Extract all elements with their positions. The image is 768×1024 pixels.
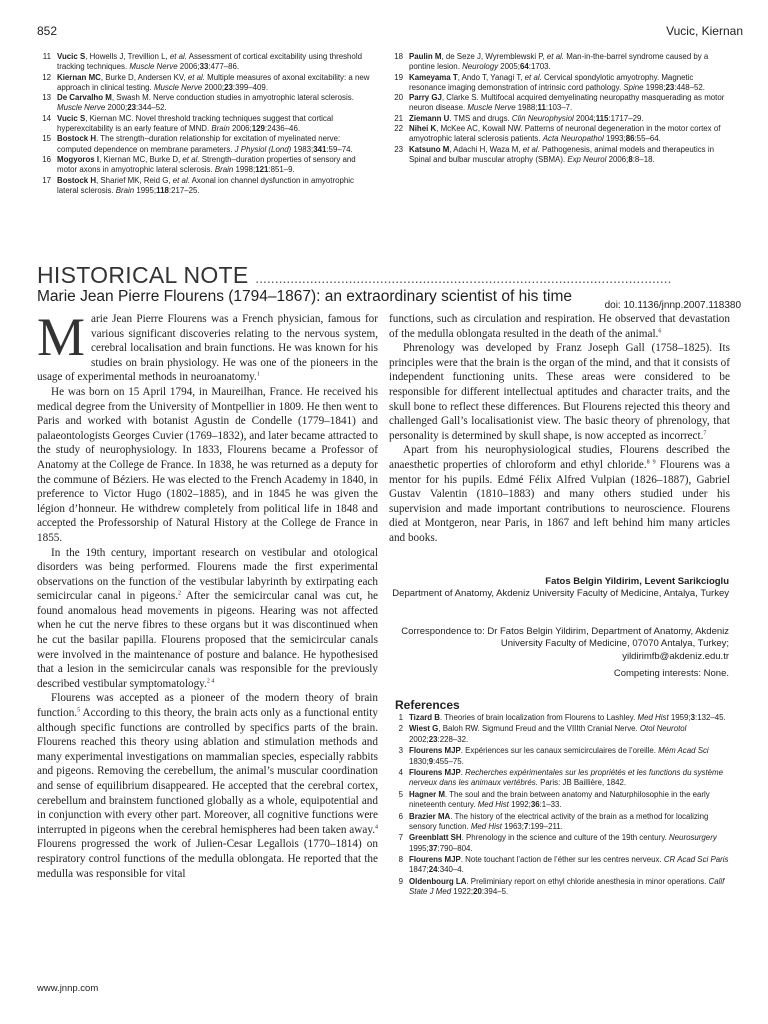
reference-number: 15 — [42, 134, 51, 144]
reference-author: Mogyoros I — [57, 154, 100, 164]
reference-italic: et al. — [524, 72, 542, 82]
reference-journal: Spine — [623, 82, 644, 92]
reference-journal: Neurosurgery — [668, 833, 717, 843]
section-heading-dots: ........................................................................................................... — [255, 270, 672, 286]
reference-number: 4 — [398, 768, 403, 778]
body-paragraph: In the 19th century, important research on vestibular and otological disorders was being performed. Flourens made the first experimental observations on the function of the vestibular labyrinth by extirpating each semicircular canal in pigeons.$^2$ After the semicircular canal was cut, he found anomalous head movements in pigeons. Hearing was not affected when he cut the nerve fibres to these organs but it was discontinued when he cut the basilar papilla. Flourens proposed that the semicircular canals were involved in the maintenance of posture and balance. He hypothesised that a lesion in the semicircular canals was responsible for the previously described vestibular symptomatology.$^{2 4}$ — [37, 546, 378, 690]
author-block — [389, 576, 729, 601]
reference-number: 16 — [42, 154, 51, 164]
reference-pages: :103–7. — [545, 103, 573, 113]
reference-item — [37, 52, 377, 73]
reference-number: 7 — [398, 833, 403, 843]
reference-title: . TMS and drugs. — [449, 113, 512, 123]
reference-text — [57, 73, 377, 94]
reference-text — [409, 746, 729, 767]
section-heading-text: HISTORICAL NOTE — [37, 262, 249, 288]
reference-text — [57, 114, 377, 135]
reference-title: , de Seze J, Wyremblewski P, — [441, 52, 547, 61]
reference-text — [409, 124, 729, 145]
reference-text — [409, 812, 729, 833]
reference-item — [389, 114, 729, 124]
reference-item — [389, 768, 729, 789]
reference-volume: 23 — [428, 734, 438, 744]
reference-italic: et al. — [182, 154, 200, 164]
reference-text — [57, 176, 377, 197]
reference-title: . Theories of brain localization from Flourens to Lashley. — [440, 713, 638, 722]
correspondence-address: Correspondence to: Dr Fatos Belgin Yildirim, Department of Anatomy, Akdeniz University Faculty of Medicine, 07070 Antalya, Turkey; — [401, 626, 729, 650]
reference-year: 1995; — [409, 843, 429, 853]
reference-author: Vucic S — [57, 52, 86, 61]
reference-author: Parry GJ — [409, 93, 442, 103]
reference-volume: 9 — [428, 756, 434, 766]
reference-number: 17 — [42, 175, 51, 185]
reference-volume: 129 — [251, 124, 265, 134]
reference-year: 2005; — [498, 62, 521, 72]
reference-title: . Preliminiary report on ethyl chloride anesthesia in minor operations. — [466, 876, 709, 886]
references-heading: References — [395, 698, 460, 712]
reference-item — [37, 114, 377, 135]
reference-italic: et al. — [546, 52, 565, 61]
body-column-left — [37, 307, 378, 881]
reference-text — [409, 855, 729, 876]
reference-journal: Muscle Nerve — [467, 103, 516, 113]
reference-text — [409, 73, 729, 94]
reference-journal: Mém Acad Sci — [658, 746, 709, 756]
reference-item — [37, 93, 377, 114]
reference-title: , Ando T, Yanagi T, — [457, 72, 525, 82]
reference-title-cont: Pathogenesis, animal models and therapeutics in Spinal and bulbar muscular atrophy (SBMA). — [409, 144, 714, 164]
author-affiliation: Department of Anatomy, Akdeniz University Faculty of Medicine, Antalya, Turkey — [392, 588, 729, 600]
reference-author: Tizard B — [409, 713, 440, 722]
correspondence — [389, 626, 729, 663]
author-names: Fatos Belgin Yildirim, Levent Sarikcioglu — [545, 576, 729, 587]
reference-volume: 23 — [665, 82, 675, 92]
body-paragraph: He was born on 15 April 1794, in Maureilhan, France. He received his medical degree from the University of Montpellier in 1809. He then went to Paris and worked with botanist Agustin de Condelle (1779–1841) and palaeontologists Georges Cuvier (1769–1832), and later became attracted to the study of neurophysiology. In 1833, Flourens became a Professor of Anatomy at the College de France. In 1838, he was returned as a deputy for the commune of Béziers. He was elected to the French Academy in 1840, in preference to Victor Hugo (1802–1885), and in 1845 he was given the légion d’honneur. He withdrew completely from political life in 1848 and accepted the Professorship of Natural History at the College de France in 1855. — [37, 385, 378, 544]
reference-pages: :1–33. — [539, 800, 562, 810]
reference-pages: :199–211. — [528, 821, 563, 831]
reference-number: 14 — [42, 113, 51, 123]
references-list — [389, 713, 729, 899]
reference-item — [37, 155, 377, 176]
reference-pages: :340–4. — [437, 865, 464, 875]
reference-pages: :455–75. — [433, 756, 464, 766]
reference-title: , Kiernan MC. Novel threshold tracking techniques suggest that cortical hyperexcitability is an early feature of MND. — [57, 113, 334, 134]
reference-volume: 20 — [473, 887, 482, 897]
reference-text — [57, 52, 377, 73]
reference-text — [409, 93, 729, 114]
body-paragraph: Apart from his neurophysiological studies, Flourens described the anaesthetic properties of chloroform and ethyl chloride.$^{8 9}$ Flourens was a mentor for his pupils. Edmé Félix Alfred Vulpian (1826–1887), Gabriel Gustav Valentin (1810–1883) and many others studied under his supervision and made important contributions to neuroscience. Flourens died at Montgeron, near Paris, in 1867 and left behind him many articles and books. — [389, 444, 730, 544]
reference-year: 1992; — [508, 800, 531, 810]
reference-journal: Brain — [115, 185, 135, 195]
reference-pages: :132–45. — [695, 713, 726, 722]
reference-year: 1988; — [515, 103, 538, 113]
reference-year: 1983; — [291, 144, 314, 154]
reference-volume: 7 — [523, 821, 529, 831]
reference-pages: :344–52. — [135, 103, 167, 113]
reference-text — [409, 114, 729, 124]
reference-item — [37, 73, 377, 94]
reference-year: 2006; — [177, 62, 200, 72]
reference-item — [389, 124, 729, 145]
reference-title: . Phrenology in the science and culture of the 19th century. — [461, 833, 669, 843]
reference-title: . — [460, 768, 466, 778]
reference-year: 2000; — [105, 103, 128, 113]
reference-pages: :2436–46. — [264, 124, 301, 134]
reference-author: Kiernan MC — [57, 72, 101, 82]
reference-journal: Neurology — [462, 62, 499, 72]
reference-journal: CR Acad Sci Paris — [663, 855, 729, 865]
reference-journal: Otol Neurotol — [639, 724, 687, 734]
reference-author: De Carvalho M — [57, 93, 112, 103]
reference-title: , Baloh RW. Sigmund Freud and the VIIIth Cranial Nerve. — [438, 724, 640, 734]
reference-year: 1922; — [451, 887, 474, 897]
reference-number: 22 — [394, 124, 403, 134]
reference-item — [37, 176, 377, 197]
reference-italic: et al. — [172, 175, 190, 185]
reference-title: , Adachi H, Waza M, — [449, 144, 523, 154]
reference-item — [389, 855, 729, 876]
reference-volume: 23 — [127, 103, 136, 113]
reference-title-cont: Strength–duration properties of sensory and motor axons in amyotrophic lateral sclerosis. — [57, 154, 356, 175]
correspondence-email: yildirimfb@akdeniz.edu.tr — [622, 650, 729, 662]
reference-pages: :1717–29. — [608, 113, 644, 123]
reference-author: Paulin M — [409, 52, 442, 61]
reference-journal: Muscle Nerve — [57, 103, 106, 113]
reference-item — [389, 52, 729, 73]
reference-volume: 115 — [595, 113, 609, 123]
reference-text — [409, 790, 729, 811]
previous-references-left — [37, 52, 377, 196]
reference-year: 1959; — [668, 713, 691, 722]
reference-item — [389, 790, 729, 811]
reference-pages: :228–32. — [437, 734, 469, 744]
reference-journal: Acta Neuropathol — [542, 134, 604, 144]
competing-interests: Competing interests: None. — [613, 668, 729, 679]
reference-number: 9 — [398, 876, 403, 886]
article-doi: doi: 10.1136/jnnp.2007.118380 — [604, 300, 741, 311]
reference-number: 21 — [394, 113, 403, 123]
reference-number: 18 — [394, 52, 403, 61]
reference-author: Greenblatt SH — [409, 833, 462, 843]
reference-text — [409, 833, 729, 854]
reference-text — [409, 877, 729, 898]
reference-volume: 8 — [628, 154, 633, 164]
reference-number: 19 — [394, 72, 403, 82]
reference-year: 1993; — [603, 134, 626, 144]
reference-title-cont: Cervical spondylotic amyotrophy. Magnetic resonance imaging demonstration of intrinsic cord pathology. — [409, 72, 694, 92]
running-head: Vucic, Kiernan — [666, 24, 743, 38]
reference-title: . Expériences sur les canaux semicirculaires de l’oreille. — [460, 746, 659, 756]
reference-journal: J Physiol (Lond) — [234, 144, 292, 154]
reference-volume: 36 — [530, 800, 540, 810]
reference-title-cont: Man-in-the-barrel syndrome caused by a pontine lesion. — [409, 52, 709, 72]
reference-text — [57, 93, 377, 114]
reference-volume: 341 — [313, 144, 327, 154]
reference-text — [57, 134, 377, 155]
reference-author: Bostock H — [57, 175, 97, 185]
reference-number: 23 — [394, 144, 403, 154]
reference-text — [409, 724, 729, 745]
reference-title-cont: Multiple measures of axonal excitability: a new approach in clinical testing. — [57, 72, 370, 92]
reference-author: Kameyama T — [409, 72, 458, 82]
page-number: 852 — [37, 24, 58, 38]
reference-journal: Med Hist — [637, 713, 669, 722]
reference-number: 13 — [42, 93, 51, 103]
reference-journal: Clin Neurophysiol — [511, 113, 574, 123]
previous-references-right — [389, 52, 729, 165]
reference-italic: et al. — [522, 144, 540, 154]
drop-cap: M — [37, 307, 86, 367]
reference-title-cont: Axonal ion channel dysfunction in amyotrophic lateral sclerosis. — [57, 175, 354, 195]
reference-author: Flourens MJP — [409, 746, 461, 756]
reference-text — [409, 52, 729, 73]
reference-volume: 3 — [690, 713, 695, 722]
reference-year: 1995; — [134, 185, 157, 195]
reference-item — [389, 833, 729, 854]
reference-author: Oldenbourg LA — [409, 876, 467, 886]
reference-author: Bostock H — [57, 134, 97, 144]
reference-author: Katsuno M — [409, 144, 450, 154]
reference-journal: Calif State J Med — [409, 876, 725, 897]
body-column-right — [389, 312, 730, 546]
footer-url: www.jnnp.com — [37, 983, 99, 994]
reference-item — [389, 145, 729, 166]
reference-author: Ziemann U — [409, 113, 450, 123]
reference-title: , Kiernan MC, Burke D, — [99, 154, 183, 164]
reference-pages: :448–52. — [674, 82, 705, 92]
body-paragraph: Marie Jean Pierre Flourens was a French physician, famous for various significant discoveries relating to the nervous system, cerebral localisation and brain functions. He was known for his studies on brain physiology. He was one of the pioneers in the usage of experimental methods in neuroanatomy.$^1$ — [37, 307, 378, 384]
reference-pages: :59–74. — [326, 144, 353, 154]
reference-year: 1998; — [233, 165, 256, 175]
reference-year: 2006; — [606, 154, 629, 164]
reference-author: Wiest G — [409, 724, 439, 734]
reference-author: Nihei K — [409, 124, 437, 134]
reference-italic: et al. — [169, 52, 187, 61]
reference-item — [37, 134, 377, 155]
reference-author: Hagner M — [409, 789, 445, 799]
reference-volume: 11 — [537, 103, 546, 113]
reference-journal: Med Hist — [477, 800, 509, 810]
reference-text — [409, 768, 729, 789]
reference-title: , Sharief MK, Reid G, — [96, 175, 173, 185]
reference-author: Flourens MJP — [409, 768, 461, 778]
reference-title: , Burke D, Andersen KV, — [100, 72, 188, 82]
reference-author: Flourens MJP — [409, 855, 461, 865]
reference-number: 5 — [398, 789, 403, 799]
reference-pages: :477–86. — [208, 62, 240, 72]
reference-journal: Muscle Nerve — [153, 82, 203, 92]
section-heading — [37, 262, 742, 289]
reference-author: Brazier MA — [409, 811, 451, 821]
reference-journal: Exp Neurol — [567, 154, 607, 164]
reference-volume: 86 — [625, 134, 635, 144]
reference-volume: 33 — [199, 62, 209, 72]
reference-journal: Muscle Nerve — [129, 62, 178, 72]
reference-title: , McKee AC, Kowall NW. Patterns of neuronal degeneration in the motor cortex of amyotrophic lateral sclerosis patients. — [409, 124, 721, 144]
reference-journal: Med Hist — [470, 821, 502, 831]
reference-year: 2000; — [202, 82, 225, 92]
reference-number: 2 — [398, 724, 403, 734]
reference-title: , Howells J, Trevillion L, — [85, 52, 170, 61]
reference-title-cont: Paris: JB Baillière, 1842. — [537, 778, 627, 788]
reference-title: . The soul and the brain between anatomy and Naturphilosophie in the early nineteenth century. — [409, 789, 710, 810]
reference-title: . The history of the electrical activity of the brain as a method for localizing sensory function. — [409, 811, 709, 831]
reference-pages: :790–804. — [437, 843, 473, 853]
reference-year: 2006; — [229, 124, 252, 134]
reference-pages: :217–25. — [168, 185, 200, 195]
reference-number: 12 — [42, 72, 51, 82]
reference-number: 11 — [42, 52, 51, 61]
reference-italic: et al. — [187, 72, 205, 82]
reference-title: . The strength–duration relationship for excitation of myelinated nerve: computed dependence on membrane parameters. — [57, 134, 341, 154]
reference-pages: :399–409. — [232, 82, 269, 92]
reference-text — [409, 145, 729, 166]
body-paragraph: functions, such as circulation and respiration. He observed that devastation of the medulla oblongata resulted in the death of the animal.$^6$ — [389, 313, 730, 340]
reference-pages: :394–5. — [481, 887, 509, 897]
reference-year: 1998; — [643, 82, 666, 92]
reference-pages: :8–18. — [632, 154, 655, 164]
reference-title: . Note touchant l’action de l’éther sur les centres nerveux. — [460, 855, 664, 865]
reference-year: 1830; — [409, 756, 429, 766]
reference-item — [389, 877, 729, 898]
body-paragraph: Flourens was accepted as a pioneer of the modern theory of brain function.$^5$ According to this theory, the brain acts only as a functional entity although specific functions are controlled by specifics parts of the brain. Flourens reached this theory using ablation and stimulation methods and many experimental investigations on mammalian species, especially rabbits and pigeons. Removing the cerebellum, the animal’s muscular coordination and sense of equilibrium disappeared. He accepted that the cerebral cortex, cerebellum and brainstem functioned globally as a whole, equipotential and in conjunction with every other part. Moreover, all cognitive functions were interrupted in pigeons when the cerebral hemispheres had been taken away.$^4$ Flourens progressed the work of Julien-Cesar Legallois (1770–1814) on respiratory control functions of the medulla oblongata. He reported that the medulla was responsible for vital — [37, 692, 378, 880]
reference-item — [389, 746, 729, 767]
reference-item — [389, 812, 729, 833]
reference-volume: 118 — [156, 185, 169, 195]
reference-volume: 24 — [428, 865, 438, 875]
reference-title-cont: Assessment of cortical excitability using threshold tracking techniques. — [57, 52, 362, 72]
reference-italic: Recherches expérimentales sur les propriétés et les functions du système nerveux dans les animaux vertébrés. — [409, 768, 724, 788]
reference-title: , Swash M. Nerve conduction studies in amyotrophic lateral sclerosis. — [111, 93, 354, 103]
reference-pages: :55–64. — [634, 134, 661, 144]
reference-year: 2004; — [573, 113, 596, 123]
reference-title: , Clarke S. Multifocal acquired demyelinating neuropathy masquerading as motor neuron disease. — [409, 93, 725, 113]
reference-year: 1963; — [501, 821, 524, 831]
reference-number: 3 — [398, 746, 403, 756]
reference-number: 8 — [398, 855, 403, 865]
reference-number: 1 — [398, 713, 403, 722]
reference-item — [389, 724, 729, 745]
reference-item — [389, 713, 729, 723]
reference-volume: 121 — [255, 165, 269, 175]
reference-pages: :1703. — [528, 62, 551, 72]
body-paragraph: Phrenology was developed by Franz Joseph Gall (1758–1825). Its principles were that the brain is the organ of the mind, and that it consists of independent functioning units. These areas were considered to be responsible for different intellectual aptitudes and character traits, and the skull bone to reflect these differences. But Flourens rejected this theory and challenged Gall’s localisationist view. The basic theory of phrenology, that personality is determined by skull shape, is now accepted as incorrect.$^7$ — [389, 342, 730, 442]
reference-volume: 23 — [224, 82, 233, 92]
reference-year: 1847; — [409, 865, 429, 875]
reference-journal: Brain — [214, 165, 234, 175]
reference-volume: 37 — [428, 843, 438, 853]
reference-author: Vucic S — [57, 113, 86, 123]
reference-item — [389, 93, 729, 114]
reference-text — [409, 713, 729, 723]
reference-journal: Brain — [211, 124, 230, 134]
reference-year: 2002; — [409, 734, 429, 744]
reference-pages: :851–9. — [268, 165, 295, 175]
reference-volume: 64 — [520, 62, 529, 72]
reference-item — [389, 73, 729, 94]
reference-text — [57, 155, 377, 176]
article-title: Marie Jean Pierre Flourens (1794–1867): an extraordinary scientist of his time — [37, 288, 573, 305]
reference-number: 6 — [398, 811, 403, 821]
reference-number: 20 — [394, 93, 403, 103]
